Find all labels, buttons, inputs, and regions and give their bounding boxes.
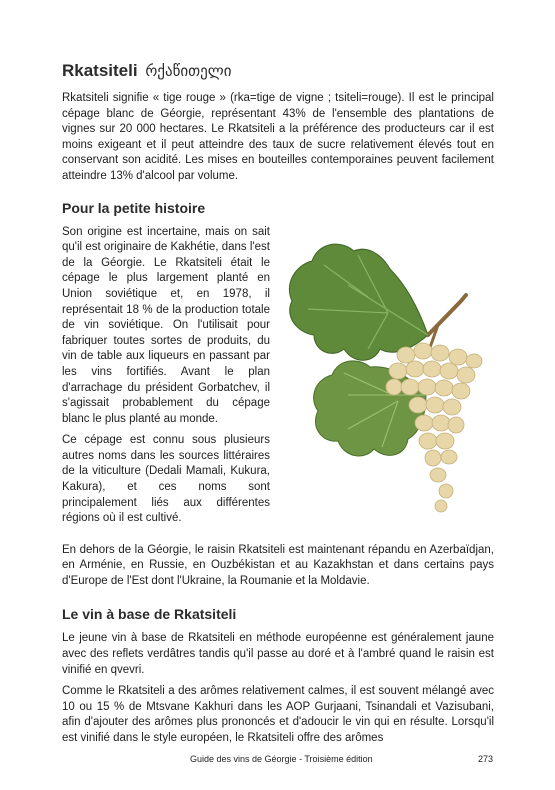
title-latin: Rkatsiteli [62, 61, 138, 80]
history-text-column [62, 225, 270, 533]
upper-leaf [289, 244, 428, 360]
page-content [62, 60, 494, 753]
history-section [62, 225, 494, 543]
history-heading: Pour la petite histoire [62, 199, 206, 216]
wine-paragraph-2: Comme le Rkatsiteli a des arômes relativement calmes, il est souvent mélangé avec 10 ou 15 % de Mtsvane Kakhuri dans les AOP Gurjaani, Tsinandali et Vazisubani, afin d'ajouter des arômes plus prononcés et d'adoucir le vin qui en résulte. Lorsqu'il est vinifié dans le style européen, le Rkatsiteli offre des arômes [62, 685, 494, 744]
wine-paragraph-1: Le jeune vin à base de Rkatsiteli en méthode européenne est généralement jaune avec des reflets verdâtres tandis qu'il passe au doré et à l'ambré quand le raisin est vinifié en qvevri. [62, 632, 494, 676]
grape-illustration [278, 225, 494, 525]
vine-stem [428, 295, 466, 335]
history-paragraph-1: Son origine est incertaine, mais on sait qu'il est originaire de Kakhétie, dans l'est de la Géorgie. Le Rkatsiteli était le cépage le plus largement planté en Union soviétique et, en 1978, il représentait 18 % de la production totale de vin soviétique. On l'utilisait pour fabriquer toutes sortes de produits, du vin de table aux liqueurs en passant par les vins fortifiés. Avant le plan d'arrachage du président Gorbatchev, il s'agissait probablement du cépage blanc le plus planté au monde. [62, 225, 270, 425]
title-georgian: რქაწითელი [145, 62, 232, 80]
footer-guide-title: Guide des vins de Géorgie - Troisième édition [190, 754, 373, 764]
wine-section [62, 605, 494, 746]
history-paragraph-2: Ce cépage est connu sous plusieurs autres noms dans les sources littéraires de la viticulture (Dedali Mamali, Kukura, Kakura), et ces noms sont principalement liés aux différentes régions où il est cultivé. [62, 434, 270, 525]
wine-heading: Le vin à base de Rkatsiteli [62, 606, 237, 623]
intro-paragraph: Rkatsiteli signifie « tige rouge » (rka=tige de vigne ; tsiteli=rouge). Il est le principal cépage blanc de Géorgie, représentant 43% de l'ensemble des plantations de vignes sur 20 000 hectares. Le Rkatsiteli a la préférence des producteurs car il est moins exigeant et il peut atteindre des taux de sucre relativement élevés tout en conservant son acidité. Les mises en bouteilles contemporaines peuvent facilement atteindre 13% d'alcool par volume. [62, 92, 494, 182]
page-number: 273 [478, 754, 494, 764]
page-footer [0, 754, 555, 768]
history-paragraph-3: En dehors de la Géorgie, le raisin Rkatsiteli est maintenant répandu en Azerbaïdjan, en Arménie, en Russie, en Ouzbékistan et au Kazakhstan et dans certains pays d'Europe de l'Est dont l'Ukraine, la Roumanie et la Moldavie. [62, 543, 494, 587]
page-title [62, 60, 494, 82]
